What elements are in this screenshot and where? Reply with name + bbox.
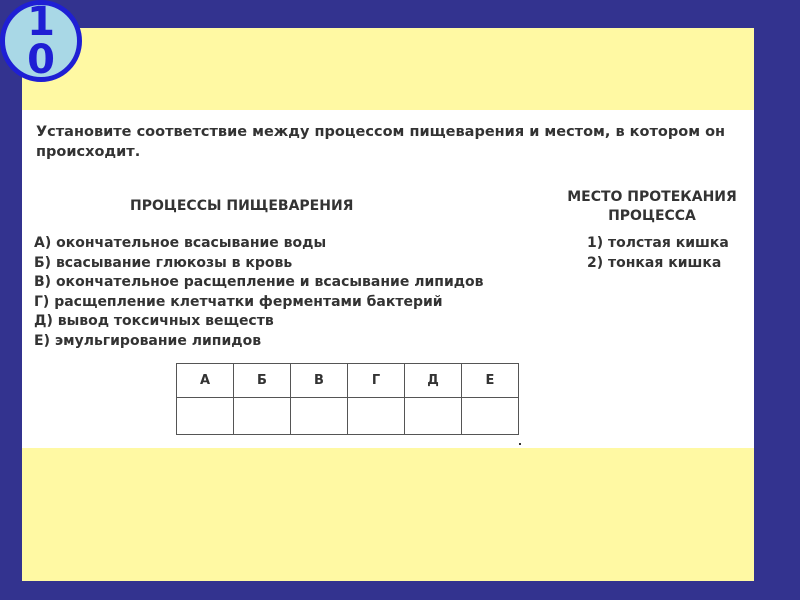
process-list xyxy=(34,234,484,351)
processes-heading: ПРОЦЕССЫ ПИЩЕВАРЕНИЯ xyxy=(130,198,354,214)
task-question: Установите соответствие между процессом пищеварения и местом, в котором он происходит. xyxy=(36,124,726,160)
places-heading-line-2: ПРОЦЕССА xyxy=(608,208,696,224)
slide-number: 10 xyxy=(27,0,55,82)
stray-dot xyxy=(519,443,521,445)
process-item-v: В) окончательное расщепление и всасывание липидов xyxy=(34,274,484,290)
answer-table xyxy=(176,363,519,435)
answer-cell-v[interactable] xyxy=(291,398,348,435)
answer-cell-e[interactable] xyxy=(462,398,519,435)
places-heading-line-1: МЕСТО ПРОТЕКАНИЯ xyxy=(567,189,737,205)
place-item-1: 1) толстая кишка xyxy=(587,235,729,251)
answer-table-answer-row xyxy=(177,398,519,435)
answer-cell-d[interactable] xyxy=(405,398,462,435)
answer-table-header-row xyxy=(177,364,519,398)
places-heading xyxy=(552,188,752,226)
answer-header-a: А xyxy=(177,364,234,398)
place-list xyxy=(587,234,729,273)
answer-cell-a[interactable] xyxy=(177,398,234,435)
process-item-d: Д) вывод токсичных веществ xyxy=(34,313,274,329)
answer-header-e: Е xyxy=(462,364,519,398)
answer-header-b: Б xyxy=(234,364,291,398)
answer-header-v: В xyxy=(291,364,348,398)
answer-header-g: Г xyxy=(348,364,405,398)
answer-cell-g[interactable] xyxy=(348,398,405,435)
answer-header-d: Д xyxy=(405,364,462,398)
answer-cell-b[interactable] xyxy=(234,398,291,435)
task-panel xyxy=(22,110,754,448)
process-item-a: А) окончательное всасывание воды xyxy=(34,235,327,251)
process-item-b: Б) всасывание глюкозы в кровь xyxy=(34,254,293,271)
process-item-e: Е) эмульгирование липидов xyxy=(34,332,262,349)
slide-number-badge xyxy=(0,0,82,82)
place-item-2: 2) тонкая кишка xyxy=(587,254,722,271)
process-item-g: Г) расщепление клетчатки ферментами бактерий xyxy=(34,293,443,310)
